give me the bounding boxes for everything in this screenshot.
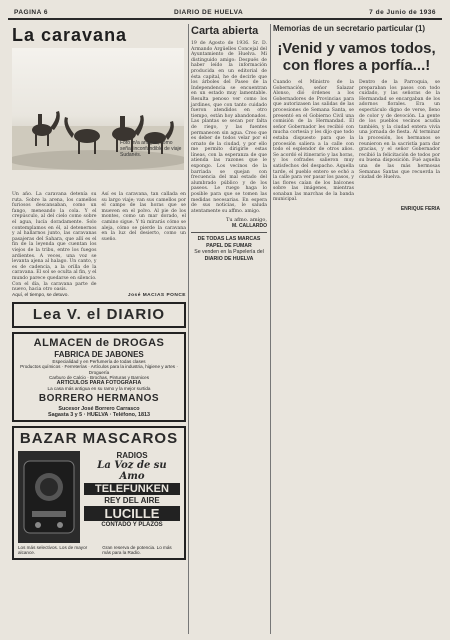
notice-line: DIARIO DE HUELVA: [204, 255, 254, 262]
issue-date: 7 de Junio de 1936: [369, 8, 436, 16]
almacen-line: Carburo de Calcio · Brochas, Pinturas y Barnices: [48, 374, 150, 380]
almacen-successor: Sucesor José Borrero Carrasco: [58, 405, 140, 412]
divider: [191, 232, 267, 233]
author-name: ENRIQUE FERIA: [400, 206, 440, 213]
bazar-footer-right: Gran reserva de potencia. Lo más más para la Radio.: [102, 544, 172, 556]
middle-column: [191, 24, 267, 262]
almacen-line: Productos químicos · Ferreterías · Artículos para la industria, higiene y artes · Droguería: [20, 364, 178, 375]
radio-brands: [80, 451, 180, 543]
photo-caption: Foto m/a antigua, como señal inconfundible de viaje Sudanés.: [120, 140, 182, 158]
author-name: José MACIAS PONCE: [127, 292, 186, 298]
page-header: [8, 6, 442, 20]
bazar-advertisement: [12, 426, 186, 560]
newspaper-name: DIARIO DE HUELVA: [174, 8, 244, 16]
almacen-line: ARTICULOS PARA FOTOGRAFIA: [56, 380, 142, 387]
almacen-subtitle: FABRICA DE JABONES: [54, 349, 144, 359]
column-divider: [270, 24, 271, 634]
brand-rey: REY DEL AIRE: [104, 495, 160, 505]
almacen-brand: BORRERO HERMANOS: [38, 392, 160, 404]
left-column: [12, 24, 186, 560]
letter-closing: Tu afmo. amigo,: [226, 217, 267, 224]
letter-signature: M. CALLARDO: [232, 223, 267, 230]
newspaper-page: [8, 6, 442, 634]
brand-telefunken: TELEFUNKEN: [84, 483, 180, 495]
page-number: PAGINA 6: [14, 8, 48, 16]
brand-lucille: LUCILLE: [84, 506, 180, 521]
article-headline: ¡Venid y vamos todos, con flores a porfía...!: [277, 40, 436, 74]
article-title: La caravana: [12, 25, 128, 45]
article-title: Carta abierta: [191, 25, 259, 37]
brand-voz: La Voz de su Amo: [97, 459, 167, 482]
article-body: Así es la caravana, tan callada en su largo viaje; van sus camellos por el campo de las horas que se mueven en el polvo. Al pie de los montes, como un mar dorado, el camino sigue. Y tú mirarás cómo se aleja, cómo se pierde la caravana en la luz del desierto, como un sueño.: [101, 192, 186, 242]
bazar-footer: [18, 545, 180, 556]
article-body: 19 de Agosto de 1936. Sr. D. Armando Argüelles Concejal del Ayuntamiento de Huelva. Mi distinguido amigo: Después de haber leído la información producida en un editorial de ésta capital, he de decirle que los árboles del Paseo de la Independencia se encuentran en un estado muy lamentable. Resulta penoso ver como los jardines, que con tanto cuidado fueron atendidos en otro tiempo, están hoy abandonados. Las plantas se secan por falta de riego, y las fuentes permanecen sin agua. Creo que es deber de todos velar por el ornato de la ciudad, y por ello me permito dirigirle estas líneas, con la esperanza de que atienda las razones que le expongo. Los vecinos de la barriada se quejan con frecuencia del mal estado del alumbrado público y de los paseos. Le ruego haga lo posible para que se tomen las medidas necesarias. En espera de sus noticias, le saluda atentamente su affmo. amigo.: [191, 41, 267, 214]
article-body-columns: [273, 80, 440, 203]
notice-line: DE TODAS LAS MARCAS: [197, 236, 261, 243]
bazar-footer-left: Los más selectivos. Los de mayor alcance.: [18, 544, 88, 556]
article-body: Un año. La caravana detenía su ruta. Sobre la arena, los camellos furiosos descansaban, como un fango, meneando la cola. Y el crepúsculo, al del cielo como sobre el agua, lucía doradamente. Solo contemplamos en él, al detenernos y al hallarnos junto, las caravanas pasajeras del Sahara, que allí es el fin de la leyenda que cuentan los viejos de la tribu, entre los fuegos ardientes. A veces, una voz se levanta ajena al halago. Un canto, y es de cadencia, a la orilla de la caravana. El sol se oculta al fin, y el mundo parece quedarse en silencio. Con el día, la caravana parte de nuevo, hacia otro oasis.: [12, 192, 97, 293]
diario-advertisement: [12, 302, 186, 328]
payment-terms: CONTADO Y PLAZOS: [101, 521, 163, 528]
almacen-address: Sagasta 3 y 5 · HUELVA · Teléfono, 1813: [48, 411, 150, 418]
almacen-line: La casa más antigua en su ramo y la mejor surtida: [47, 386, 151, 392]
radio-set-icon: [18, 451, 80, 543]
article-signoff: [12, 293, 186, 298]
radio-ad-body: [18, 451, 180, 543]
article-body-columns: [12, 192, 186, 293]
article-body: Cuando el Ministro de la Gobernación, señor Salazar Alonso, dió órdenes a los Gobernadores de Provincias para que autorizasen las salidas de las procesiones de Semana Santa, se presentó en el Gobierno Civil una comisión de la Hermandad. El señor Gobernador les recibió con mucha cortesía y les dijo que todo estaba dispuesto para que la procesión saliera a la calle con todo el esplendor de otros años. Se acordó el itinerario y las horas, y los cofrades salieron muy satisfechos del despacho. Aquella tarde, el pueblo entero se echó a la calle para ver pasar los pasos, y las flores caían de los balcones sobre las imágenes, mientras sonaban las marchas de la banda municipal.: [273, 80, 354, 203]
signoff-text: Aquí, el tiempo, se detuvo.: [12, 292, 69, 298]
almacen-line: Especialidad y en Perfumería de todas clases: [52, 358, 146, 364]
article-body: Dentro de la Parroquia, se preparaban los pasos con todo cuidado, y las señoras de la Hermandad se encargaban de los adornos florales. Era un espectáculo digno de verse, lleno de color y de devoción. La gente de los pueblos vecinos acudía también, y la ciudad entera vivía una jornada de fiesta. Al terminar la procesión, los hermanos se reunieron en la sacristía para dar gracias, y el señor Gobernador recibió la felicitación de todos por su buena disposición. Fué aquella una de las más hermosas Semanas Santas que recuerda la ciudad de Huelva.: [359, 80, 440, 181]
almacen-title: ALMACEN de DROGAS: [33, 336, 165, 349]
paper-notice: [191, 236, 267, 262]
column-divider: [188, 24, 189, 634]
notice-line: Se venden en la Papelería del: [194, 249, 264, 256]
radio-image: [18, 451, 80, 543]
radios-label: RADIOS: [116, 450, 148, 460]
series-title: Memorias de un secretario particular (1): [273, 24, 426, 33]
right-column: [273, 24, 440, 212]
almacen-advertisement: [12, 332, 186, 422]
notice-line: PAPEL DE FUMAR: [206, 242, 252, 249]
diario-ad-text: Lea V. el DIARIO: [32, 305, 166, 323]
bazar-title: BAZAR MASCAROS: [19, 429, 179, 447]
